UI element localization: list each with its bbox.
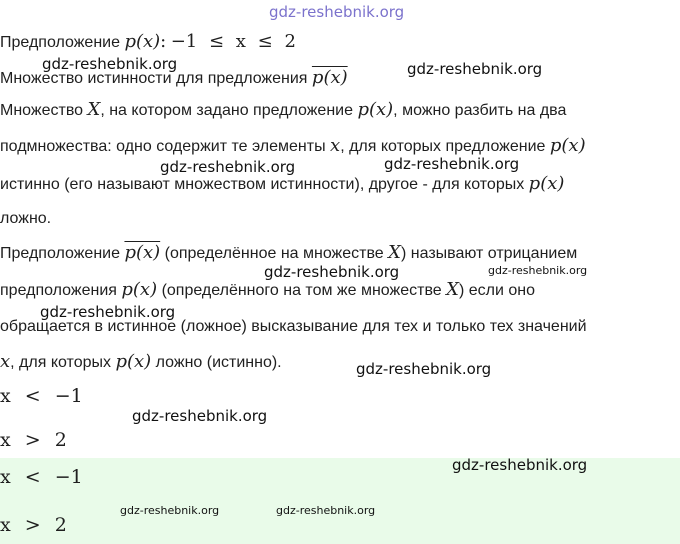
p3-text: , на котором задано предложение (100, 102, 353, 119)
p4-set-x: X (446, 279, 459, 300)
watermark: gdz-reshebnik.org (120, 504, 220, 517)
p3-predicate: p(x) (549, 135, 586, 156)
p4-line1 (0, 242, 577, 265)
p4-line2 (0, 279, 535, 302)
p3-line3 (0, 173, 564, 196)
p3-predicate: p(x) (357, 99, 394, 120)
p4-line3 (0, 316, 587, 338)
p3-text: Множество (0, 102, 84, 119)
inequality-x-greater: x > 2 (0, 429, 67, 451)
p4-negated-predicate: p(x) (124, 242, 161, 263)
p3-text: , для которых предложение (340, 138, 546, 155)
p3-text: подмножества: одно содержит те элементы (0, 138, 326, 155)
watermark: gdz-reshebnik.org (276, 504, 376, 517)
watermark: gdz-reshebnik.org (160, 158, 296, 176)
answer-x-less: x < −1 (0, 466, 83, 488)
p4-text: ) называют отрицанием (400, 245, 578, 262)
p3-set-x: X (87, 99, 101, 120)
watermark: gdz-reshebnik.org (452, 456, 588, 474)
p4-var-x: x (0, 351, 11, 372)
p3-line1 (0, 99, 566, 122)
p3-text: , можно разбить на два (393, 102, 567, 119)
watermark: gdz-reshebnik.org (488, 264, 588, 277)
p4-text: (определённое на множестве (164, 245, 384, 262)
p4-text: ложно (истинно). (155, 354, 282, 371)
p4-text: (определённого на том же множестве (161, 282, 442, 299)
p4-text: предположения (0, 282, 117, 299)
p1-text: Предположение (0, 34, 120, 51)
p4-text: , для которых (10, 354, 111, 371)
p4-predicate: p(x) (115, 351, 152, 372)
p2-text: Множество истинности для предложения (0, 70, 308, 87)
watermark-top: gdz-reshebnik.org (269, 3, 405, 21)
p2-negated-predicate: p(x) (311, 67, 348, 88)
p3-line4 (0, 208, 51, 230)
watermark: gdz-reshebnik.org (40, 303, 176, 321)
p4-text: ) если оно (458, 282, 535, 299)
p3-var-x: x (330, 135, 341, 156)
answer-x-greater: x > 2 (0, 514, 67, 536)
watermark: gdz-reshebnik.org (42, 55, 178, 73)
p1-line (0, 31, 296, 54)
p4-set-x: X (388, 242, 401, 263)
p2-line (0, 67, 348, 90)
p3-text: ложно. (0, 210, 52, 227)
p1-colon: : (160, 31, 167, 52)
p3-predicate: p(x) (528, 173, 565, 194)
p4-line4 (0, 351, 282, 374)
p4-text: обращается в истинное (ложное) высказывание для тех и только тех значений (0, 318, 587, 335)
p1-predicate: p(x) (124, 31, 161, 52)
watermark: gdz-reshebnik.org (264, 263, 400, 281)
watermark: gdz-reshebnik.org (407, 60, 543, 78)
watermark: gdz-reshebnik.org (132, 407, 268, 425)
p1-condition: −1 ≤ x ≤ 2 (170, 31, 296, 52)
inequality-x-less: x < −1 (0, 385, 83, 407)
watermark: gdz-reshebnik.org (384, 155, 520, 173)
p4-predicate: p(x) (121, 279, 158, 300)
p4-text: Предположение (0, 245, 120, 262)
p3-text: истинно (его называют множеством истинности), другое - для которых (0, 176, 525, 193)
watermark: gdz-reshebnik.org (356, 360, 492, 378)
